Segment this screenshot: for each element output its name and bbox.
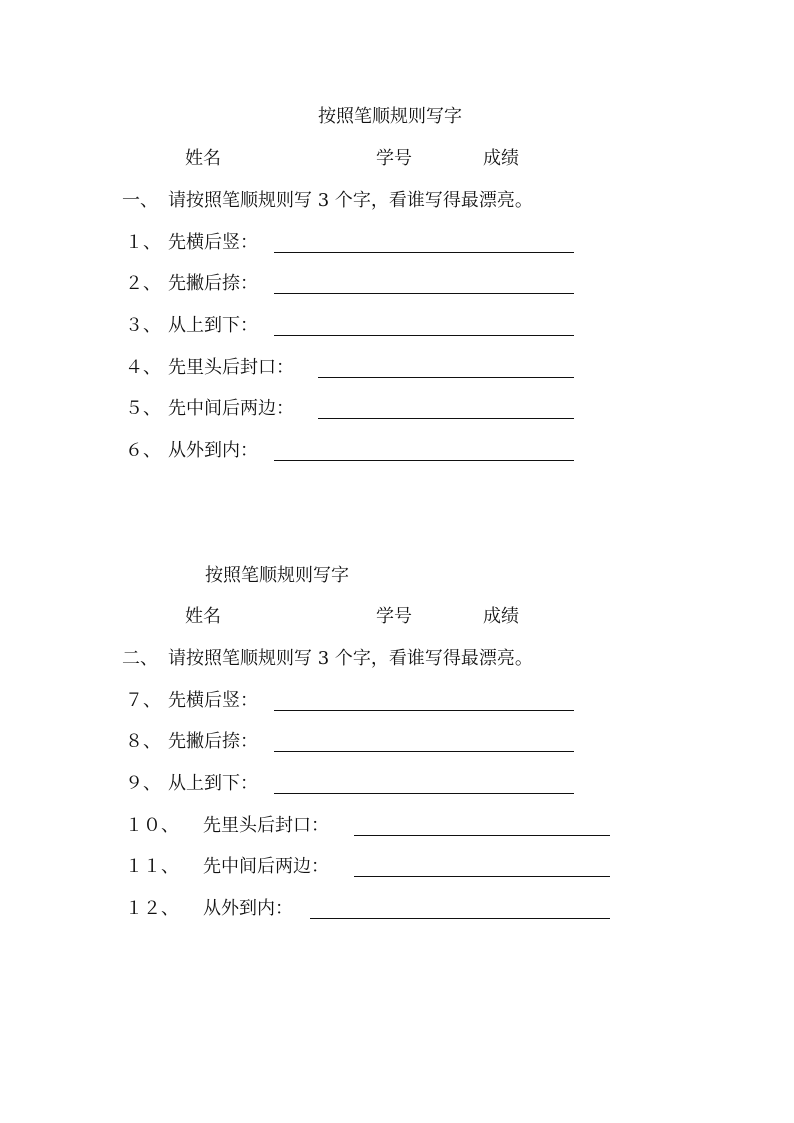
item-label: 先横后竖：	[168, 690, 258, 711]
item-label: 从外到内：	[203, 898, 293, 919]
answer-line[interactable]	[274, 252, 574, 253]
score-label: 成绩	[483, 148, 519, 169]
instruction-number: 二、	[122, 648, 158, 669]
name-label: 姓名	[185, 148, 221, 169]
item-number: １０、	[125, 815, 179, 836]
answer-line[interactable]	[318, 377, 574, 378]
answer-line[interactable]	[274, 710, 574, 711]
instruction-number: 一、	[122, 190, 158, 211]
item-label: 从外到内：	[168, 440, 258, 461]
instruction-text: 请按照笔顺规则写 3 个字，看谁写得最漂亮。	[168, 190, 533, 211]
answer-line[interactable]	[274, 751, 574, 752]
item-label: 先里头后封口：	[168, 357, 294, 378]
item-number: ８、	[125, 731, 161, 752]
item-number: ６、	[125, 440, 161, 461]
answer-line[interactable]	[310, 918, 610, 919]
item-number: ９、	[125, 773, 161, 794]
name-label: 姓名	[185, 606, 221, 627]
answer-line[interactable]	[274, 460, 574, 461]
item-number: ７、	[125, 690, 161, 711]
item-number: ４、	[125, 357, 161, 378]
item-label: 从上到下：	[168, 315, 258, 336]
item-number: １２、	[125, 898, 179, 919]
answer-line[interactable]	[354, 876, 610, 877]
score-label: 成绩	[483, 606, 519, 627]
answer-line[interactable]	[274, 293, 574, 294]
item-number: １、	[125, 232, 161, 253]
item-label: 先撇后捺：	[168, 273, 258, 294]
item-label: 从上到下：	[168, 773, 258, 794]
item-label: 先中间后两边：	[168, 398, 294, 419]
answer-line[interactable]	[318, 418, 574, 419]
worksheet-title: 按照笔顺规则写字	[205, 565, 349, 586]
worksheet-title: 按照笔顺规则写字	[318, 106, 462, 127]
item-number: １１、	[125, 856, 179, 877]
instruction-text: 请按照笔顺规则写 3 个字，看谁写得最漂亮。	[168, 648, 533, 669]
student-id-label: 学号	[376, 606, 412, 627]
item-label: 先撇后捺：	[168, 731, 258, 752]
item-number: ５、	[125, 398, 161, 419]
item-label: 先里头后封口：	[203, 815, 329, 836]
answer-line[interactable]	[274, 335, 574, 336]
student-id-label: 学号	[376, 148, 412, 169]
item-label: 先横后竖：	[168, 232, 258, 253]
item-number: ３、	[125, 315, 161, 336]
answer-line[interactable]	[354, 835, 610, 836]
answer-line[interactable]	[274, 793, 574, 794]
item-label: 先中间后两边：	[203, 856, 329, 877]
item-number: ２、	[125, 273, 161, 294]
